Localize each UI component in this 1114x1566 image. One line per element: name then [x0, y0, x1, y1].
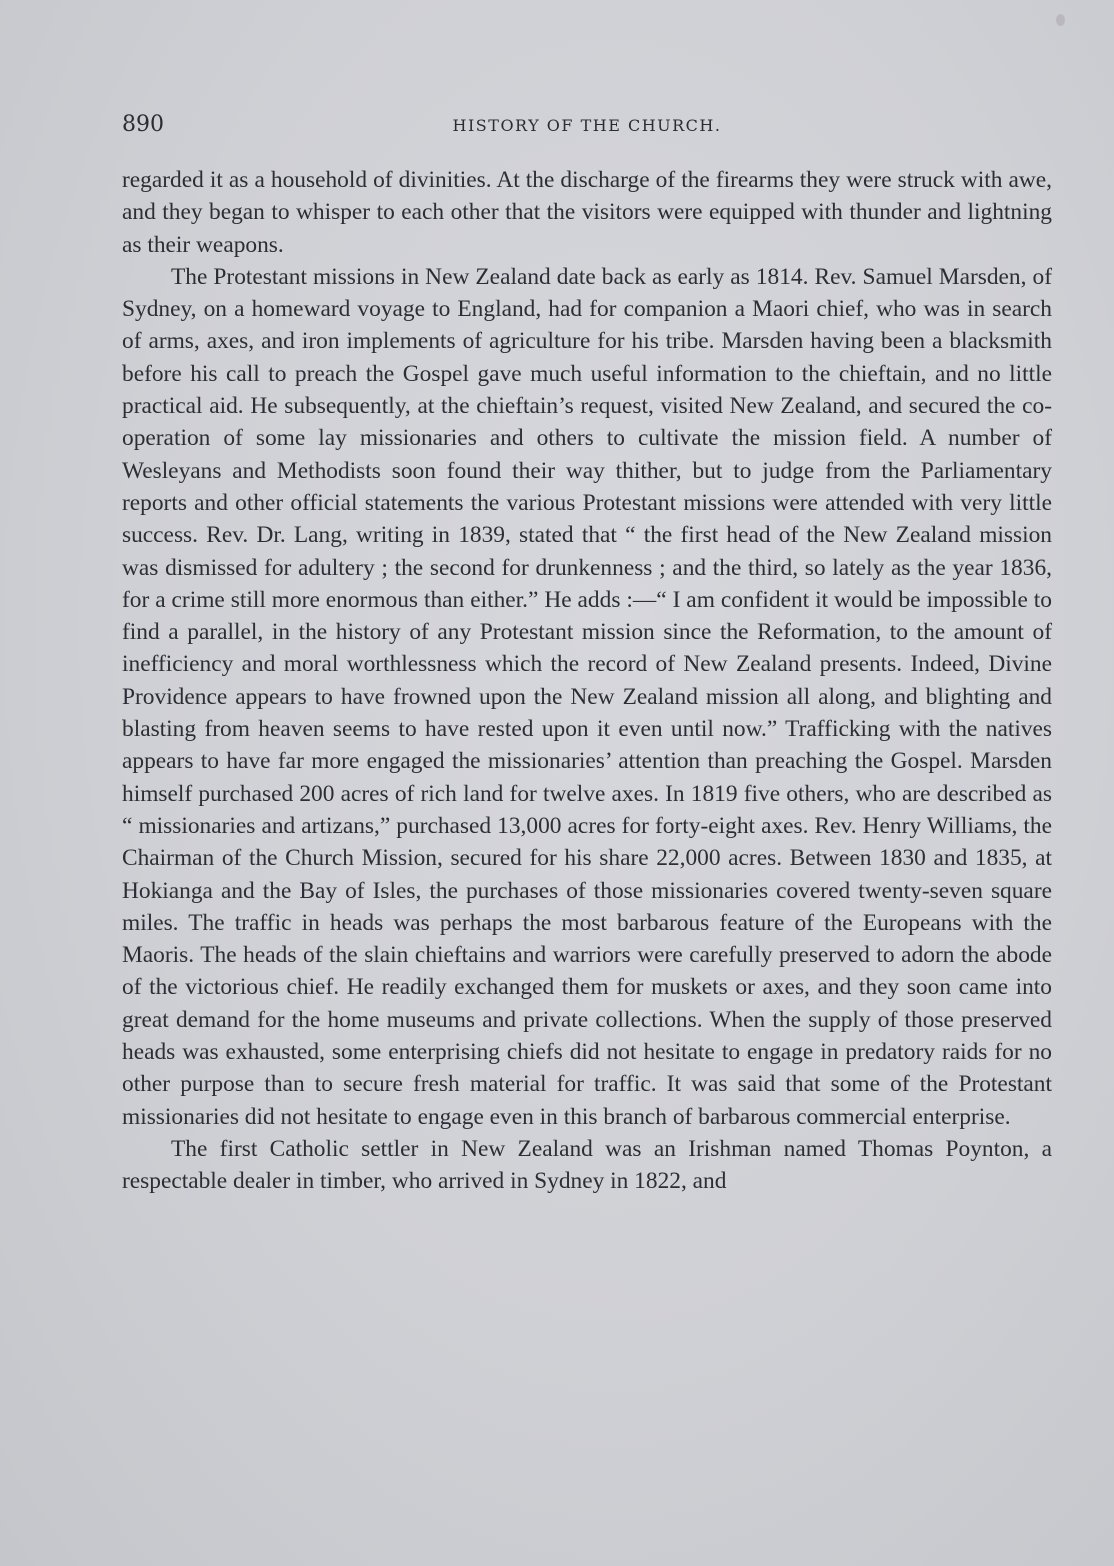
- page-number: 890: [122, 112, 164, 137]
- paper-blemish: [1056, 14, 1065, 26]
- running-title: HISTORY OF THE CHURCH.: [452, 116, 722, 135]
- page-header: [122, 112, 1052, 142]
- paragraph-protestant-missions: The Protestant missions in New Zealand date back as early as 1814. Rev. Samuel Marsden, of Sydney, on a homeward voyage to England, had for companion a Maori chief, who was in search of arms, axes, and iron implements of agriculture for his tribe. Marsden having been a blacksmith before his call to preach the Gospel gave much useful information to the chieftain, and no little practical aid. He subsequently, at the chieftain’s request, visited New Zealand, and secured the co-operation of some lay missionaries and others to cultivate the mission field. A number of Wesleyans and Methodists soon found their way thither, but to judge from the Parliamentary reports and other official statements the various Protestant missions were attended with very little success. Rev. Dr. Lang, writing in 1839, stated that “ the first head of the New Zealand mission was dismissed for adultery ; the second for drunkenness ; and the third, so lately as the year 1836, for a crime still more enormous than either.” He adds :—“ I am confident it would be impossible to find a parallel, in the history of any Protestant mission since the Reformation, to the amount of inefficiency and moral worthlessness which the record of New Zealand presents. Indeed, Divine Providence appears to have frowned upon the New Zealand mission all along, and blighting and blasting from heaven seems to have rested upon it even until now.” Trafficking with the natives appears to have far more engaged the missionaries’ attention than preaching the Gospel. Marsden himself purchased 200 acres of rich land for twelve axes. In 1819 five others, who are described as “ missionaries and artizans,” purchased 13,000 acres for forty-eight axes. Rev. Henry Williams, the Chairman of the Church Mission, secured for his share 22,000 acres. Between 1830 and 1835, at Hokianga and the Bay of Isles, the purchases of those missionaries covered twenty-seven square miles. The traffic in heads was perhaps the most barbarous feature of the Europeans with the Maoris. The heads of the slain chieftains and warriors were carefully preserved to adorn the abode of the victorious chief. He readily exchanged them for muskets or axes, and they soon came into great demand for the home museums and private collections. When the supply of those preserved heads was exhausted, some enterprising chiefs did not hesitate to engage in predatory raids for no other purpose than to secure fresh material for traffic. It was said that some of the Protestant missionaries did not hesitate to engage even in this branch of barbarous commercial enterprise.: [122, 263, 1052, 1130]
- paragraph-continuation: regarded it as a household of divinities. At the discharge of the firearms they were struck with awe, and they began to whisper to each other that the visitors were equipped with thunder and lightning as their weapons.: [122, 167, 1052, 258]
- paragraph-catholic-settler: The first Catholic settler in New Zealand was an Irishman named Thomas Poynton, a respectable dealer in timber, who arrived in Sydney in 1822, and: [122, 1135, 1052, 1195]
- body-text: [122, 164, 1052, 1198]
